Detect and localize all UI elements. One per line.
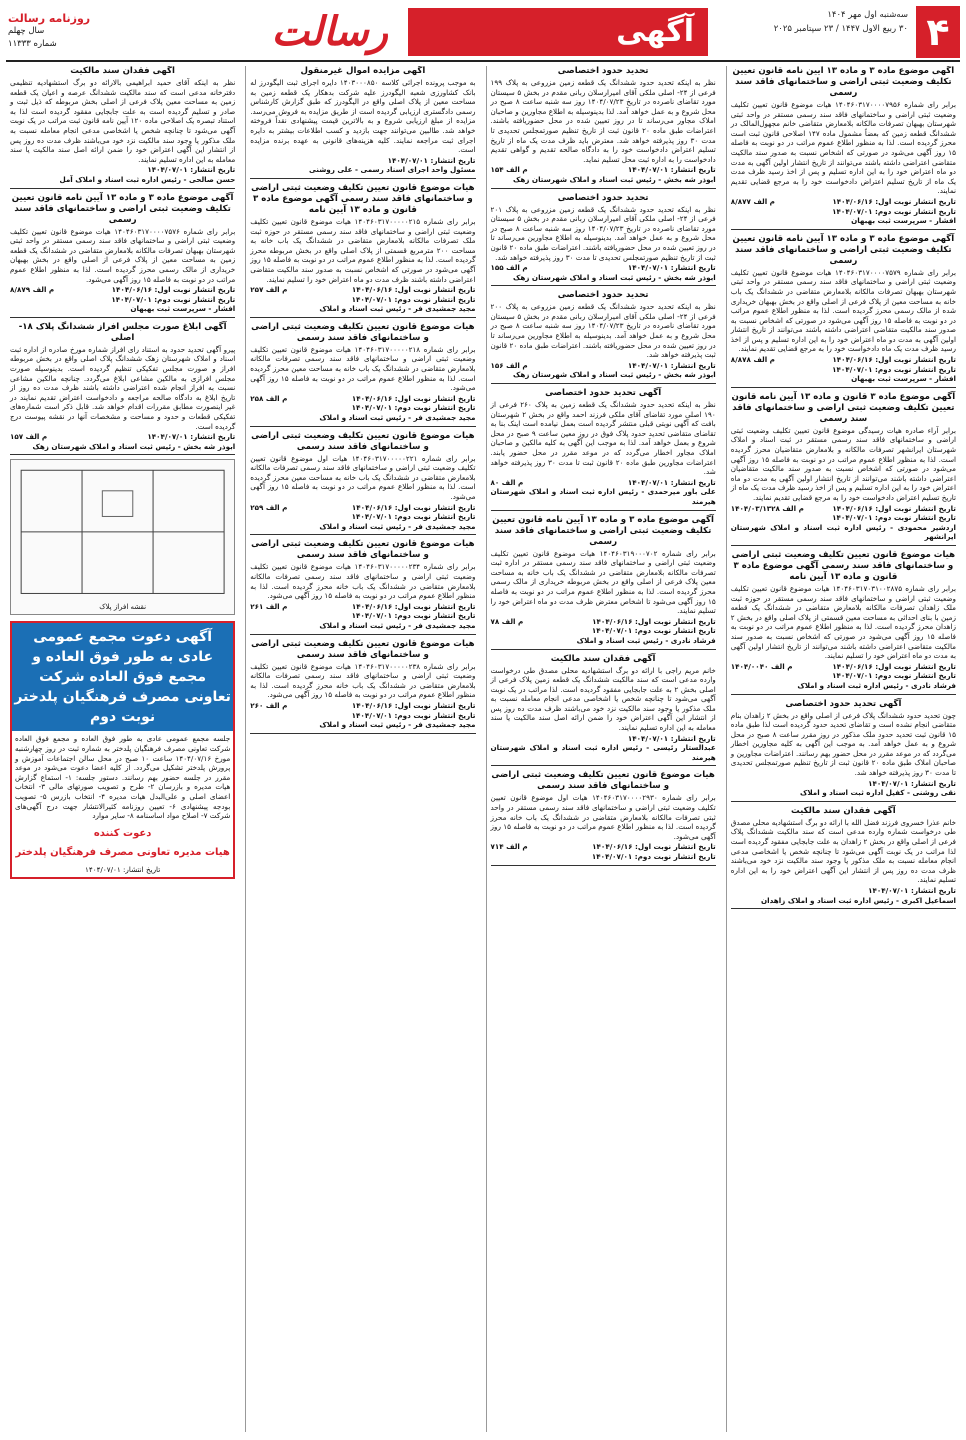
notice-meta	[10, 432, 235, 442]
second-publish-date: تاریخ انتشار نوبت دوم: ۱۴۰۴/۰۷/۰۱	[832, 513, 956, 523]
notice-meta	[250, 156, 475, 166]
second-publish-date: تاریخ انتشار نوبت دوم: ۱۴۰۴/۰۷/۰۱	[351, 403, 476, 413]
notice	[10, 66, 235, 189]
publish-date: تاریخ انتشار نوبت اول: ۱۴۰۴/۰۶/۱۶	[351, 393, 476, 403]
notice-title: هیات موضوع قانون تعیین تکلیف وضعیت ثبتی اراضی و ساختمانهای فاقد سند رسمی	[251, 430, 475, 452]
notice-body: برابر رای شماره ۱۴۰۴۶۰۳۱۷۰۰۰۰۷۹۵۶ هیات موضوع قانون تعیین تکلیف وضعیت ثبتی اراضی و ساختمانهای فاقد سند رسمی مستقر در واحد ثبتی شهرستان بهبهان تصرفات مالکانه بلامعارض متقاضی خانم مجهول‌المالک در ششدانگ قطعه زمین که بعضاً مشمول ماده ۱۴۷ اصلاحی قانون ثبت است محرز گردیده است. لذا به منظور اطلاع عموم مراتب در دو نوبت به فاصله ۱۵ روز آگهی می‌شود در صورتی که اشخاص نسبت به صدور سند مالکیت متقاضی اعتراضی داشته باشند می‌توانند از تاریخ انتشار اولین آگهی به مدت دو ماه اعتراض خود را به این اداره تسلیم و پس از اخذ رسید ظرف مدت یک ماه از تاریخ تسلیم اعتراض دادخواست خود را به مرجع قضایی تقدیم نمایند.	[730, 100, 956, 196]
volume-year: سال چهلم	[8, 26, 45, 36]
notice-signature: مجید جمشیدی فر - رئیس ثبت اسناد و املاک	[319, 304, 476, 314]
notice-signature: نقی روشنی - کفیل اداره ثبت اسناد و املاک	[799, 788, 956, 798]
notice-meta	[731, 197, 956, 207]
reference-number: م الف ۲۶۰	[250, 700, 288, 710]
notice-body: برابر رای شماره ۱۴۰۴۶۰۳۱۷۰۰۰۰۲۹۳۰ هیات اول موضوع قانون تعیین تکلیف وضعیت ثبتی اراضی و ساختمانهای فاقد سند رسمی مستقر در واحد ثبتی تصرفات مالکانه بلامعارض متقاضی در ششدانگ یک باب خانه محرز گردیده است. لذا به منظور اطلاع عموم مراتب در دو نوبت به فاصله ۱۵ روز آگهی می‌شود.	[490, 793, 716, 841]
notice-title: تحدید حدود اختصاصی	[557, 192, 649, 203]
notice-meta	[250, 285, 475, 295]
section-title: آگهی	[616, 14, 694, 49]
notice-meta	[731, 662, 956, 672]
publish-date: تاریخ انتشار: ۱۴۰۴/۰۷/۰۱	[627, 477, 716, 487]
notice	[491, 654, 716, 767]
notice-signature: ابوذر شه بخش - رئیس ثبت اسناد و املاک شهرستان زهک	[32, 441, 236, 451]
notice-signature: مسئول واحد اجرای اسناد رسمی - علی روشنی	[308, 165, 476, 175]
reference-number: م الف ۲۵۹	[250, 502, 288, 512]
ad-signer: هیات مدیره تعاونی مصرف فرهنگیان پلدختر	[15, 846, 230, 858]
publish-date: تاریخ انتشار: ۱۴۰۴/۰۷/۰۱	[147, 165, 236, 175]
notice-title: تحدید حدود اختصاصی	[557, 66, 649, 76]
notice-meta	[731, 779, 956, 789]
reference-number: م الف ۸/۸۷۷	[730, 196, 775, 206]
notice-signature: مجید جمشیدی فر - رئیس ثبت اسناد و املاک	[319, 521, 476, 531]
notice-signature: ابوذر شه بخش - رئیس ثبت اسناد و املاک شهرستان زهک	[512, 272, 716, 282]
notice-meta	[250, 394, 475, 404]
notice-signature: حسن صالحی - رئیس اداره ثبت اسناد و املاک آمل	[59, 174, 236, 184]
notice-title: آگهی موضوع ماده ۳ قانون و ماده ۱۳ آیین نامه قانون تعیین تکلیف وضعیت ثبتی اراضی و ساختمانهای فاقد سند رسمی	[731, 391, 956, 424]
notice	[10, 193, 235, 318]
notice-body: برابر رای شماره ۱۴۰۴۶۰۳۱۷۰۳۱۰۰۲۸۷۵ هیات موضوع قانون تعیین تکلیف وضعیت ثبتی اراضی و ساختمانهای فاقد سند رسمی مستقر در حوزه ثبت ملک زاهدان تصرفات مالکانه بلامعارض متقاضی در ششدانگ یک قطعه زمین با بنای احداثی به مساحت معین قسمتی از پلاک اصلی واقع در بخش ۲ زاهدان محرز گردیده است. لذا به منظور اطلاع عموم مراتب در دو نوبت به فاصله ۱۵ روز آگهی می‌شود در صورتی که اشخاص نسبت به صدور سند مالکیت متقاضی اعتراضی داشته باشند می‌توانند از تاریخ انتشار اولین آگهی به مدت دو ماه اعتراض خود را تسلیم نمایند.	[730, 583, 956, 661]
second-publish-date: تاریخ انتشار نوبت دوم: ۱۴۰۴/۰۷/۰۱	[591, 852, 716, 861]
masthead-divider	[6, 60, 960, 62]
notice-signature: اردشیر محمودی - رئیس اداره ثبت اسناد و املاک شهرستان ایرانشهر	[730, 522, 956, 542]
notice-title: آگهی موضوع ماده ۳ و ماده ۱۳ آیین نامه قانون تعیین تکلیف وضعیت ثبتی اراضی و ساختمانهای فاقد سند رسمی	[11, 192, 234, 225]
notice-signature: مجید جمشیدی فر - رئیس ثبت اسناد و املاک	[319, 720, 476, 730]
column-4	[6, 66, 239, 1432]
reference-number: م الف ۷۸	[490, 616, 524, 626]
column-2	[486, 66, 720, 1432]
notice-signature: ابوذر شه بخش - رئیس ثبت اسناد و املاک شهرستان زهک	[512, 370, 716, 380]
second-publish-date: تاریخ انتشار نوبت دوم: ۱۴۰۴/۰۷/۰۱	[832, 671, 956, 681]
notice-body: نظر به اینکه تحدید حدود ششدانگ یک قطعه زمین مزروعی به پلاک ۲۰۱ فرعی از ۲۴- اصلی ملکی آقای امیرارسلان ربانی مقدم در بخش ۵ سیستان مورد تقاضای ناصرده در تاریخ ۱۴۰۴/۰۷/۲۳ روز سه شنبه ساعت ۸ صبح در محل شروع و به عمل خواهد آمد. بدینوسیله به اطلاع مجاورین می‌رساند تا در روز تعیین شده در محل حضوریافته باشند. اعتراضات طبق ماده ۲۰ قانون ثبت از تاریخ تنظیم صورتمجلس تحدیدی تا مدت ۳۰ روز پذیرفته خواهد شد.	[490, 204, 716, 262]
notice	[250, 539, 475, 634]
notice-signature: افشار - سرپرست ثبت بهبهان	[130, 304, 236, 314]
notice-body: خانم عذرا خسروی فرزند فضل الله با ارائه دو برگ استشهادیه محلی مصدق طی درخواست شماره وارده مدعی است که سند مالکیت ششدانگ پلاک فرعی از اصلی واقع در بخش ۲ زاهدان به علت جابجایی مفقود گردیده است لذا مراتب در یک نوبت آگهی می‌شود تا چنانچه شخص یا اشخاصی مدعی انجام معامله نسبت به ملک مذکور یا وجود سند مالکیت نزد خود می‌باشند ظرف مدت ده روز پس از انتشار این آگهی اعتراض خود را به این اداره تسلیم نمایند.	[730, 817, 956, 885]
issue-info	[8, 12, 98, 51]
notice-signature: علی باور میرحمدی - رئیس اداره ثبت اسناد و املاک شهرستان هیرمند	[490, 487, 716, 506]
notice-title: هیات موضوع قانون تعیین تکلیف وضعیت ثبتی اراضی و ساختمانهای فاقد سند رسمی	[251, 638, 475, 660]
date-line-2: ۳۰ ربیع الاول ۱۴۴۷ / ۲۳ سپتامبر ۲۰۲۵	[773, 24, 908, 34]
notice-title: آگهی تحدید حدود اختصاصی	[545, 388, 662, 399]
notice-title: آگهی ابلاغ صورت مجلس افراز ششدانگ پلاک ۱۸- اصلی	[18, 321, 227, 343]
notice	[731, 234, 956, 388]
second-publish-date: تاریخ انتشار نوبت دوم: ۱۴۰۴/۰۷/۰۱	[832, 206, 956, 216]
publish-date: تاریخ انتشار نوبت اول: ۱۴۰۴/۰۶/۱۶	[832, 661, 956, 671]
second-publish-date: تاریخ انتشار نوبت دوم: ۱۴۰۴/۰۷/۰۱	[832, 364, 956, 374]
notice-meta	[491, 842, 716, 852]
notice-body: برابر آراء صادره هیات رسیدگی موضوع قانون تعیین تکلیف وضعیت ثبتی اراضی و ساختمانهای فاقد سند رسمی مستقر در ثبت اسناد و املاک شهرستان ایرانشهر تصرفات مالکانه و بلامعارض متقاضیان محرز گردیده است. لذا به منظور اطلاع عموم مراتب در دو نوبت به فاصله ۱۵ روز آگهی می‌شود در صورتی که اشخاص نسبت به صدور سند مالکیت متقاضیان اعتراضی داشته باشند می‌توانند از تاریخ انتشار اولین آگهی به مدت دو ماه اعتراض خود را به این اداره تسلیم و پس از اخذ رسید ظرف مدت یک ماه از تاریخ تسلیم اعتراض دادخواست خود را به مرجع قضایی تقدیم نمایند.	[730, 425, 956, 502]
ad-sign-label: دعوت کننده	[93, 827, 152, 839]
notice	[250, 66, 475, 179]
notice-body: پیرو آگهی تحدید حدود به استناد رای افراز شماره مورخ صادره از اداره ثبت اسناد و املاک شهرستان زهک ششدانگ پلاک اصلی واقع در بخش مربوطه افراز و صورت مجلس تفکیکی تنظیم گردیده است. بدینوسیله صورت مجلس افرازی به مالکین مشاعی ابلاغ می‌گردد. چنانچه مالکین مشاعی نسبت به افراز انجام شده اعتراضی داشته باشند ظرف مدت ده روز از تاریخ ابلاغ به دادگاه صالحه مراجعه و دادخواست اعتراض تقدیم نمایند در غیر اینصورت مطابق مقررات اقدام خواهد شد. قابل ذکر است شماره‌های تفکیکی قطعات و حدود و مساحت و مشخصات آنها در نقشه پیوست درج گردیده است.	[10, 344, 236, 431]
notice	[731, 66, 956, 230]
reference-number: م الف ۱۵۴	[490, 165, 528, 175]
publish-date: تاریخ انتشار: ۱۴۰۴/۰۷/۰۱	[627, 733, 716, 743]
notice	[731, 699, 956, 802]
notice-meta	[731, 504, 956, 514]
publish-date: تاریخ انتشار: ۱۴۰۴/۰۷/۰۱	[627, 263, 716, 273]
publish-date: تاریخ انتشار نوبت اول: ۱۴۰۴/۰۶/۱۶	[832, 196, 956, 206]
notice-title: آگهی موضوع ماده ۳ و ماده ۱۳ آیین نامه قانون تعیین تکلیف وضعیت ثبتی اراضی و ساختمانهای فاقد سند رسمی	[492, 514, 714, 547]
notice-body: چون تحدید حدود ششدانگ پلاک فرعی از اصلی واقع در بخش ۲ زاهدان بنام متقاضی انجام نشده است و تقاضای تحدید حدود گردیده است لذا طبق ماده ۱۵ قانون ثبت تحدید حدود ملک مذکور در روز مقرر ساعت ۸ صبح در محل شروع و به عمل خواهد آمد. به موجب این آگهی به کلیه مجاورین اخطار می‌گردد که در موعد مقرر در محل حضور بهم رسانند. اعتراضات مجاورین و صاحبان املاک طبق ماده ۲۰ قانون ثبت از تاریخ تنظیم صورتمجلس تحدیدی تا مدت ۳۰ روز پذیرفته خواهد شد.	[730, 710, 957, 778]
notice-meta	[491, 165, 716, 175]
notice-columns	[6, 66, 960, 1432]
publish-date: تاریخ انتشار نوبت اول: ۱۴۰۴/۰۶/۱۶	[111, 285, 236, 295]
notice-body: نظر به اینکه آقای حمید ابراهیمی بالارائه دو برگ استشهادیه تنظیمی دفترخانه مدعی است که سند مالکیت ششدانگ عرصه و اعیان یک قطعه زمین به مساحت معین پلاک فرعی از اصلی بخش مربوطه که ذیل ثبت و صادر و تسلیم گردیده است به علت جابجایی مفقود گردیده است لذا به استناد تبصره یک اصلاحی ماده ۱۲۰ آیین نامه قانون ثبت مراتب در یک نوبت آگهی می‌شود تا چنانچه شخص یا اشخاصی مدعی انجام معامله نسبت به ملک مذکور یا وجود سند مالکیت نزد خود می‌باشند ظرف مدت ده روز پس از انتشار این آگهی اعتراض خود را ضمن ارائه اصل سند مالکیت یا سند معامله به این اداره تسلیم نمایند.	[10, 78, 236, 164]
notice-meta	[491, 361, 716, 371]
notice	[250, 431, 475, 536]
notice-meta	[250, 701, 475, 711]
notice-body: خانم مریم راجی با ارائه دو برگ استشهادیه محلی مصدق طی درخواست وارده مدعی است که سند مالکیت ششدانگ یک قطعه زمین پلاک فرعی از اصلی بخش ۲ به علت جابجایی مفقود گردیده است. لذا مراتب در یک نوبت آگهی می‌شود تا چنانچه شخص یا اشخاصی مدعی انجام معامله نسبت به ملک مذکور یا وجود سند مالکیت نزد خود می‌باشند ظرف مدت ده روز پس از انتشار این آگهی اعتراض خود را ضمن ارائه اصل سند مالکیت یا سند معامله به این اداره تسلیم نمایند.	[490, 665, 716, 733]
publish-date: تاریخ انتشار نوبت اول: ۱۴۰۴/۰۶/۱۶	[351, 285, 476, 295]
date-line-1: سه‌شنبه اول مهر ۱۴۰۴	[827, 10, 908, 20]
notice-body: به موجب پرونده اجرائی کلاسه ۱۴۰۳۰۰۰۸۵۰ دایره اجرای ثبت الیگودرز له بانک کشاورزی شعبه الیگودرز علیه شرکت بدهکار یک قطعه زمین به مساحت معین از پلاک اصلی واقع در الیگودرز که طبق گزارش کارشناس رسمی دادگستری ارزیابی گردیده است از طریق مزایده به فروش می‌رسد. مزایده از مبلغ ارزیابی شروع و به بالاترین قیمت پیشنهادی نقداً فروخته خواهد شد. طالبین می‌توانند جهت بازدید و کسب اطلاعات بیشتر به دایره اجرای ثبت مراجعه نمایند. کلیه هزینه‌های قانونی به عهده برنده مزایده است.	[250, 78, 476, 155]
cooperative-meeting-ad	[10, 621, 235, 879]
notice-meta	[10, 285, 235, 295]
notice-title: تحدید حدود اختصاصی	[557, 290, 649, 301]
notice-meta	[491, 263, 716, 273]
notice-body: نظر به اینکه تحدید حدود ششدانگ یک قطعه زمین مزروعی به پلاک ۲۰۰ فرعی از ۲۴- اصلی ملکی آقای امیرارسلان ربانی مقدم در بخش ۵ سیستان مورد تقاضای ناصرده در تاریخ ۱۴۰۴/۰۷/۲۳ روز سه شنبه ساعت ۸ صبح در محل شروع و به عمل خواهد آمد. بدینوسیله به اطلاع مجاورین می‌رساند تا در روز تعیین شده در محل حضوریافته باشند. اعتراضات طبق ماده ۲۰ قانون ثبت پذیرفته خواهد شد.	[490, 302, 716, 360]
reference-number: م الف ۱۴۰۴/۰۳/۱۳۲۸	[730, 503, 804, 513]
second-publish-date: تاریخ انتشار نوبت دوم: ۱۴۰۴/۰۷/۰۱	[351, 512, 476, 522]
notice-title: هیات موضوع قانون تعیین تکلیف وضعیت ثبتی اراضی و ساختمانهای فاقد سند رسمی	[251, 539, 475, 561]
notice-body: نظر به اینکه تحدید حدود ششدانگ یک قطعه زمین مزروعی به پلاک ۱۹۹ فرعی از ۲۴- اصلی ملکی آقای امیرارسلان ربانی مقدم در بخش ۵ سیستان مورد تقاضای ناصرده در تاریخ ۱۴۰۴/۰۷/۲۳ روز سه شنبه ساعت ۸ صبح در محل شروع و به عمل خواهد آمد. لذا بدینوسیله به اطلاع مجاورین و صاحبان املاک مجاور می‌رساند تا در روز تعیین شده در محل حضوریافته باشند. اعتراضات طبق ماده ۲۰ قانون ثبت از تاریخ تنظیم صورتمجلس تحدیدی تا مدت ۳۰ روز پذیرفته خواهد شد. معترض باید ظرف مدت یک ماه از تاریخ تسلیم اعتراض دادخواست خود را به دادگاه صالحه تقدیم و گواهی تقدیم دادخواست را به اداره ثبت محل تسلیم نماید.	[490, 78, 716, 164]
dateline	[708, 8, 908, 36]
notice	[731, 392, 956, 546]
notice-meta	[491, 734, 716, 744]
map-drawing	[11, 460, 234, 614]
notice-meta	[491, 478, 716, 488]
notice	[731, 806, 956, 909]
notice-body: برابر رای شماره ۱۴۰۴۶۰۳۱۷۰۰۰۰۰۲۱۵ هیات موضوع قانون تعیین تکلیف وضعیت ثبتی اراضی و ساختمانهای فاقد سند رسمی مستقر در حوزه ثبت ملک تصرفات مالکانه بلامعارض متقاضی در ششدانگ یک باب خانه به مساحت ۲۰۰ مترمربع قسمتی از پلاک اصلی واقع در بخش مربوطه محرز گردیده است. لذا به منظور اطلاع عموم مراتب در دو نوبت به فاصله ۱۵ روز آگهی می‌شود در صورتی که اشخاص نسبت به صدور سند مالکیت متقاضی اعتراضی داشته باشند ظرف مدت دو ماه اعتراض خود را تسلیم نمایند.	[250, 216, 476, 284]
section-banner	[408, 8, 708, 56]
notice	[491, 290, 716, 384]
notice	[491, 515, 716, 650]
notice-title: هیات موضوع قانون تعیین تکلیف وضعیت ثبتی اراضی و ساختمانهای فاقد سند رسمی	[491, 770, 715, 792]
reference-number: م الف ۲۶۱	[250, 601, 288, 611]
notice-signature: فرشاد نادری - رئیس ثبت اسناد و املاک	[576, 635, 716, 645]
notice	[491, 193, 716, 287]
map-caption: نقشه افراز پلاک	[99, 602, 147, 611]
notice-meta	[731, 355, 956, 365]
reference-number: م الف ۸/۸۷۸	[730, 355, 775, 365]
publish-date: تاریخ انتشار: ۱۴۰۴/۰۷/۰۱	[627, 360, 716, 370]
publish-date: تاریخ انتشار: ۱۴۰۴/۰۷/۰۱	[147, 432, 236, 442]
notice-body: برابر رای شماره ۱۴۰۴۶۰۳۱۷۰۰۰۰۰۲۱۸ هیات موضوع قانون تعیین تکلیف وضعیت ثبتی اراضی و ساختمانهای فاقد سند رسمی تصرفات مالکانه بلامعارض متقاضی در ششدانگ یک باب خانه به مساحت معین محرز گردیده است. لذا به منظور اطلاع عموم مراتب در دو نوبت به فاصله ۱۵ روز آگهی می‌شود.	[250, 344, 476, 393]
reference-number: م الف ۸۰	[490, 477, 524, 487]
publish-date: تاریخ انتشار: ۱۴۰۴/۰۷/۰۱	[868, 778, 956, 788]
notice-body: برابر رای شماره ۱۴۰۴۶۰۳۱۷۰۰۰۰۷۵۷۶ هیات موضوع قانون تعیین تکلیف وضعیت ثبتی اراضی و ساختمانهای فاقد سند رسمی مستقر در واحد ثبتی شهرستان بهبهان تصرفات مالکانه بلامعارض متقاضی در ششدانگ یک قطعه زمین به مساحت معین از پلاک فرعی از اصلی واقع در بخش بهبهان خریداری از مالک رسمی محرز گردیده است. لذا به منظور اطلاع عموم مراتب در دو نوبت به فاصله ۱۵ روز آگهی می‌شود.	[10, 226, 236, 284]
notice	[491, 388, 716, 511]
notice-title: آگهی موضوع ماده ۳ و ماده ۱۳ آیین نامه قانون تعیین تکلیف وضعیت ثبتی اراضی و ساختمانهای فاقد سند رسمی	[732, 66, 955, 98]
notice-signature: مجید جمشیدی فر - رئیس ثبت اسناد و املاک	[319, 413, 476, 423]
notice-signature: افشار - سرپرست ثبت بهبهان	[851, 216, 956, 226]
publish-date: تاریخ انتشار نوبت اول: ۱۴۰۴/۰۶/۱۶	[351, 601, 476, 611]
notice-body: برابر رای شماره ۱۴۰۴۶۰۳۱۷۰۰۰۰۷۵۷۹ هیات موضوع قانون تعیین تکلیف وضعیت ثبتی اراضی و ساختمانهای فاقد سند رسمی مستقر در واحد ثبتی شهرستان بهبهان تصرفات مالکانه بلامعارض متقاضی در ششدانگ یک باب خانه به مساحت معین از پلاک فرعی از اصلی واقع در بخش بهبهان خریداری شده از مالک رسمی محرز گردیده است. لذا به منظور اطلاع عموم مراتب در دو نوبت به فاصله ۱۵ روز آگهی می‌شود در صورتی که اشخاص نسبت به صدور سند مالکیت متقاضی اعتراضی داشته باشند می‌توانند از تاریخ انتشار اولین آگهی به مدت دو ماه اعتراض خود را به این اداره تسلیم و پس از اخذ رسید ظرف مدت یک ماه دادخواست خود را به مرجع قضایی تقدیم نمایند.	[730, 267, 956, 354]
notice-title: آگهی فقدان سند مالکیت	[791, 805, 896, 816]
notice-body: برابر رای شماره ۱۴۰۴۶۰۳۱۷۰۰۰۰۰۲۲۱ هیات اول موضوع قانون تعیین تکلیف وضعیت ثبتی اراضی و ساختمانهای فاقد سند رسمی تصرفات مالکانه بلامعارض متقاضی در ششدانگ یک باب خانه به مساحت معین محرز گردیده است. لذا به منظور اطلاع عموم مراتب در دو نوبت به فاصله ۱۵ روز آگهی می‌شود.	[250, 453, 476, 501]
notice-title: آگهی فقدان سند مالکیت	[550, 653, 656, 664]
notice-meta	[731, 886, 956, 896]
reference-number: م الف ۲۵۷	[250, 285, 288, 295]
issue-number: شماره ۱۱۳۳۳	[8, 39, 57, 49]
reference-number: م الف ۱۴۰۴/۰۰۴۰	[730, 661, 793, 671]
newspaper-logo	[168, 6, 388, 58]
reference-number: م الف ۷۱۴	[490, 842, 528, 852]
notice-meta	[491, 617, 716, 627]
notice-meta	[250, 503, 475, 513]
notice-signature: مجید جمشیدی فر - رئیس ثبت اسناد و املاک	[319, 620, 476, 630]
notice	[250, 639, 475, 734]
publish-date: تاریخ انتشار: ۱۴۰۴/۰۷/۰۱	[868, 886, 956, 895]
partition-map	[10, 459, 235, 615]
ad-body: جلسه مجمع عمومی عادی به طور فوق العاده و مجمع فوق العاده شرکت تعاونی مصرف فرهنگیان پلدختر به شماره ثبت در روز چهارشنبه مورخ ۱۴۰۴/۰۷/۱۶ ساعت ۱۰ صبح در محل سالن اجتماعات آموزش و پرورش پلدختر تشکیل می‌گردد. از کلیه اعضا دعوت می‌شود در موعد مقرر در جلسه حضور بهم رسانند. دستور جلسه: ۱- استماع گزارش هیات مدیره و بازرسان ۲- طرح و تصویب صورتهای مالی ۳- انتخاب اعضای اصلی و علی‌البدل هیات مدیره ۴- انتخاب بازرس ۵- تصویب بودجه پیشنهادی ۶- تعیین روزنامه کثیرالانتشار جهت درج آگهی‌های شرکت ۷- اصلاح مواد اساسنامه ۸- سایر موارد	[15, 734, 231, 821]
notice-meta	[250, 602, 475, 612]
reference-number: م الف ۱۵۷	[10, 432, 48, 442]
notice	[731, 550, 956, 695]
second-publish-date: تاریخ انتشار نوبت دوم: ۱۴۰۴/۰۷/۰۱	[351, 611, 476, 621]
publish-date: تاریخ انتشار: ۱۴۰۴/۰۷/۰۱	[627, 165, 716, 175]
second-publish-date: تاریخ انتشار نوبت دوم: ۱۴۰۴/۰۷/۰۱	[351, 294, 476, 304]
notice-title: آگهی فقدان سند مالکیت	[70, 66, 175, 76]
publish-date: تاریخ انتشار نوبت اول: ۱۴۰۴/۰۶/۱۶	[351, 502, 476, 512]
publish-date: تاریخ انتشار نوبت اول: ۱۴۰۴/۰۶/۱۶	[592, 842, 716, 852]
notice	[491, 66, 716, 189]
second-publish-date: تاریخ انتشار نوبت دوم: ۱۴۰۴/۰۷/۰۱	[351, 710, 476, 720]
notice	[250, 322, 475, 427]
notice-title: هیات موضوع قانون تعیین تکلیف وضعیت ثبتی اراضی و ساختمانهای فاقد سند رسمی آگهی موضوع ماده ۳ قانون و ماده ۱۳ آیین نامه	[251, 182, 475, 215]
notice-title: هیات موضوع قانون تعیین تکلیف وضعیت ثبتی اراضی و ساختمانهای فاقد سند رسمی آگهی موضوع ماده ۳ قانون و ماده ۱۳ آیین نامه	[731, 549, 956, 582]
notice-signature: اسماعیل اکبری - رئیس اداره ثبت اسناد و املاک زاهدان	[760, 895, 956, 905]
notice-body: برابر رای شماره ۱۴۰۴۶۰۳۱۷۰۰۰۰۰۲۳۸ هیات موضوع قانون تعیین تکلیف وضعیت ثبتی اراضی و ساختمانهای فاقد سند رسمی تصرفات مالکانه بلامعارض متقاضی در ششدانگ یک باب خانه محرز گردیده است. لذا به منظور اطلاع عموم مراتب در دو نوبت به فاصله ۱۵ روز آگهی می‌شود.	[250, 661, 476, 700]
notice-signature: فرشاد نادری - رئیس اداره ثبت اسناد و املاک	[797, 680, 956, 690]
notice-body: نظر به اینکه تحدید حدود ششدانگ یک قطعه زمین به پلاک ۲۶۰ فرعی از ۱۹۰ اصلی مورد تقاضای آقای ملکی فرزند احمد واقع در بخش ۲ شهرستان بافت که آگهی نوبتی قبلی منتشر گردیده است بعمل نیامده است اینک بنا به تقاضای متقاضی تحدید حدود پلاک فوق در روز معین ساعت ۹ صبح در محل شروع و بعمل خواهد آمد. لذا به موجب این آگهی به کلیه مالکین و صاحبان املاک مجاور اخطار می‌گردد که در موعد مقرر در محل حضور یابند. اعتراضات مجاورین طبق ماده ۲۰ قانون ثبت تا مدت ۳۰ روز پذیرفته خواهد شد.	[490, 400, 716, 477]
publish-date: تاریخ انتشار نوبت اول: ۱۴۰۴/۰۶/۱۶	[832, 503, 956, 513]
notice-title: هیات موضوع قانون تعیین تکلیف وضعیت ثبتی اراضی و ساختمانهای فاقد سند رسمی	[251, 321, 475, 343]
page-number: ۴	[916, 6, 960, 58]
publish-date: تاریخ انتشار نوبت اول: ۱۴۰۴/۰۶/۱۶	[832, 355, 956, 365]
notice-title: آگهی موضوع ماده ۳ و ماده ۱۳ آیین نامه قانون تعیین تکلیف وضعیت ثبتی اراضی و ساختمانهای فاقد سند رسمی	[732, 233, 955, 266]
notice-title: آگهی تحدید حدود اختصاصی	[785, 698, 902, 709]
publish-date: تاریخ انتشار: ۱۴۰۴/۰۷/۰۱	[387, 155, 476, 165]
notice-signature: عبدالستار رئیسی - رئیس اداره ثبت اسناد و املاک شهرستان هیرمند	[490, 743, 716, 762]
column-1	[726, 66, 960, 1432]
ad-date: تاریخ انتشار: ۱۴۰۴/۰۷/۰۱	[84, 864, 161, 874]
second-publish-date: تاریخ انتشار نوبت دوم: ۱۴۰۴/۰۷/۰۱	[591, 626, 716, 636]
notice-meta	[10, 165, 235, 175]
notice	[250, 183, 475, 318]
publish-date: تاریخ انتشار نوبت اول: ۱۴۰۴/۰۶/۱۶	[592, 616, 716, 626]
notice-signature: افشار - سرپرست ثبت بهبهان	[851, 374, 956, 384]
brand-name: روزنامه رسالت	[8, 12, 91, 25]
notice-body: برابر رای شماره ۱۴۰۴۶۰۳۱۷۰۰۰۰۰۲۳۴ هیات موضوع قانون تعیین تکلیف وضعیت ثبتی اراضی و ساختمانهای فاقد سند رسمی تصرفات مالکانه بلامعارض متقاضی در ششدانگ یک باب خانه محرز گردیده است. لذا به منظور اطلاع عموم مراتب در دو نوبت به فاصله ۱۵ روز آگهی می‌شود.	[250, 562, 476, 601]
publish-date: تاریخ انتشار نوبت اول: ۱۴۰۴/۰۶/۱۶	[351, 700, 476, 710]
column-3	[245, 66, 479, 1432]
second-publish-date: تاریخ انتشار نوبت دوم: ۱۴۰۴/۰۷/۰۱	[111, 294, 236, 304]
reference-number: م الف ۲۵۸	[250, 393, 288, 403]
notice-signature: ابوذر شه بخش - رئیس ثبت اسناد و املاک شهرستان زهک	[512, 174, 716, 184]
notice-body: برابر رای شماره ۱۴۰۴۶۰۳۱۹۰۰۰۷۰۲ هیات موضوع قانون تعیین تکلیف وضعیت ثبتی اراضی و ساختمانهای فاقد سند رسمی مستقر در اداره ثبت تصرفات مالکانه بلامعارض متقاضی در ششدانگ یک باب خانه به مساحت معین پلاک فرعی از اصلی واقع در بخش مربوطه خریداری از مالک رسمی محرز گردیده است. لذا به منظور اطلاع عموم مراتب در دو نوبت به فاصله ۱۵ روز آگهی می‌شود تا اشخاص معترض ظرف مدت دو ماه اعتراض خود را تسلیم نمایند.	[490, 548, 716, 616]
reference-number: م الف ۱۵۵	[490, 263, 528, 273]
notice	[10, 322, 235, 456]
notice	[491, 770, 716, 865]
reference-number: م الف ۸/۸۷۹	[10, 285, 55, 295]
ad-title: آگهی دعوت مجمع عمومی عادی به طور فوق العاده و مجمع فوق العاده شرکت تعاونی مصرف فرهنگیان پلدختر نوبت دوم	[12, 623, 233, 731]
reference-number: م الف ۱۵۶	[490, 360, 528, 370]
logo-text: رسالت	[271, 8, 388, 55]
notice-title: آگهی مزایده اموال غیرمنقول	[300, 66, 426, 76]
